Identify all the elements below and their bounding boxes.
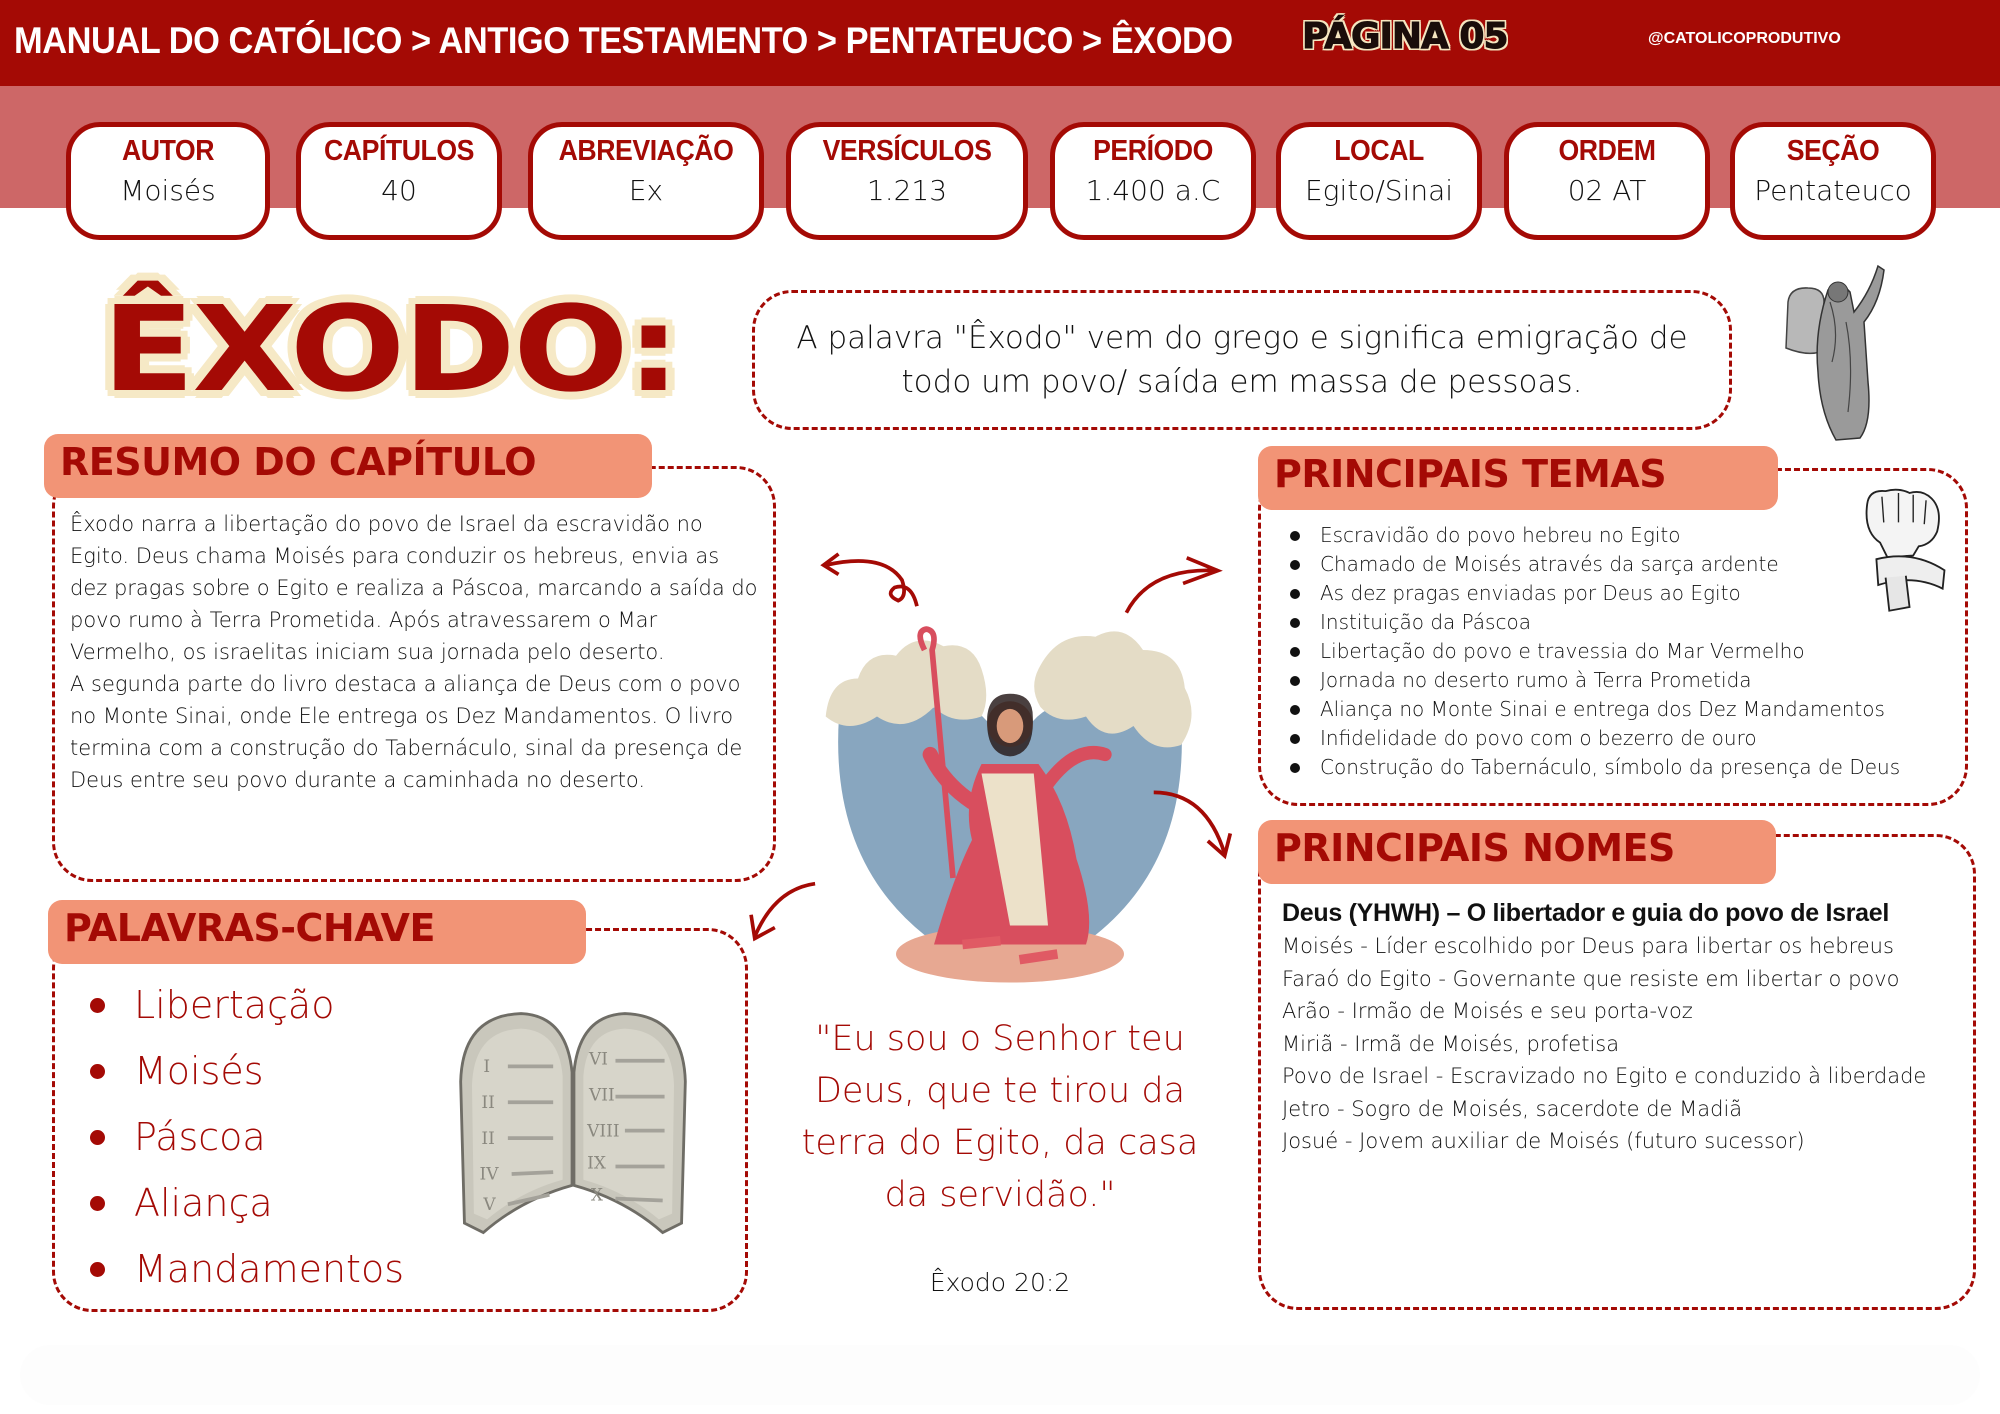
- tema-item: Construção do Tabernáculo, símbolo da presença de Deus: [1290, 753, 1900, 782]
- tema-item: Libertação do povo e travessia do Mar Vermelho: [1290, 637, 1900, 666]
- temas-section-label: PRINCIPAIS TEMAS: [1258, 446, 1778, 510]
- info-card-value: 1.400 a.C: [1085, 174, 1221, 207]
- info-card-label: SEÇÃO: [1786, 135, 1880, 167]
- nome-item: Povo de Israel - Escravizado no Egito e conduzido à liberdade: [1282, 1064, 1927, 1088]
- arrow-to-resumo-icon: [818, 548, 930, 614]
- info-card-autor: [66, 122, 270, 240]
- info-card-label: AUTOR: [121, 135, 215, 167]
- info-card-capitulos: [296, 122, 502, 240]
- info-card-versiculos: [786, 122, 1028, 240]
- tema-item: Aliança no Monte Sinai e entrega dos Dez Mandamentos: [1290, 695, 1900, 724]
- keyword-item: Libertação: [90, 972, 404, 1038]
- info-card-abreviacao: [528, 122, 764, 240]
- tema-item: Jornada no deserto rumo à Terra Prometida: [1290, 666, 1900, 695]
- info-card-label: PERÍODO: [1093, 135, 1213, 167]
- keyword-item: Páscoa: [90, 1104, 404, 1170]
- svg-text:VII: VII: [589, 1085, 615, 1106]
- arrow-to-palavras-icon: [746, 880, 822, 944]
- nome-item: Moisés - Líder escolhido por Deus para libertar os hebreus: [1282, 934, 1894, 958]
- keyword-item: Mandamentos: [90, 1236, 404, 1302]
- tema-item: Instituição da Páscoa: [1290, 608, 1900, 637]
- tema-item: As dez pragas enviadas por Deus ao Egito: [1290, 579, 1900, 608]
- tema-item: Chamado de Moisés através da sarça ardente: [1290, 550, 1900, 579]
- info-card-ordem: [1504, 122, 1710, 240]
- nome-item: Faraó do Egito - Governante que resiste em libertar o povo: [1282, 966, 1900, 991]
- info-card-value: Pentateuco: [1754, 174, 1912, 207]
- moses-tablets-engraving-icon: [1780, 262, 1890, 442]
- nome-item: Josué - Jovem auxiliar de Moisés (futuro sucessor): [1282, 1129, 1805, 1153]
- palavras-chave-section-label: PALAVRAS-CHAVE: [48, 900, 586, 964]
- info-card-label: VERSÍCULOS: [822, 135, 992, 167]
- info-card-value: Moisés: [120, 174, 216, 207]
- palavras-chave-list: [90, 972, 404, 1302]
- info-card-local: [1276, 122, 1482, 240]
- temas-list: [1290, 521, 1900, 782]
- svg-text:IV: IV: [479, 1164, 499, 1185]
- svg-text:VI: VI: [589, 1049, 609, 1070]
- info-card-label: LOCAL: [1334, 135, 1424, 167]
- info-card-label: ABREVIAÇÃO: [558, 135, 734, 167]
- arrow-to-nomes-icon: [1150, 788, 1234, 864]
- info-card-value: 1.213: [866, 174, 948, 207]
- resumo-text: [70, 508, 760, 796]
- definition-box: [752, 290, 1732, 430]
- footer-shadow: [20, 1345, 1980, 1405]
- book-title: ÊXODO:: [102, 280, 679, 418]
- ten-commandments-tablets-icon: [448, 1006, 698, 1242]
- info-card-value: Egito/Sinai: [1304, 174, 1454, 207]
- info-card-value: 02 AT: [1567, 174, 1647, 207]
- page-number-badge: PÁGINA 05: [1302, 16, 1508, 57]
- svg-text:II: II: [481, 1128, 495, 1149]
- arrow-to-temas-icon: [1120, 556, 1226, 620]
- nome-item: Jetro - Sogro de Moisés, sacerdote de Madiã: [1282, 1096, 1743, 1121]
- tema-item: Infidelidade do povo com o bezerro de ouro: [1290, 724, 1900, 753]
- info-card-value: Ex: [628, 174, 664, 207]
- info-card-label: CAPÍTULOS: [323, 135, 475, 167]
- resumo-section-label: RESUMO DO CAPÍTULO: [44, 434, 652, 498]
- svg-text:VIII: VIII: [587, 1121, 620, 1142]
- nomes-list: [1282, 896, 1962, 1158]
- svg-text:X: X: [590, 1185, 604, 1206]
- resumo-paragraph: A segunda parte do livro destaca a aliança de Deus com o povo no Monte Sinai, onde Ele entrega os Dez Mandamentos. O livro termina com a construção do Tabernáculo, sinal da presença de Deus entre seu povo durante a caminhada no deserto.: [70, 672, 743, 792]
- info-card-value: 40: [381, 174, 417, 207]
- breadcrumb: MANUAL DO CATÓLICO > ANTIGO TESTAMENTO > PENTATEUCO > ÊXODO: [14, 20, 1233, 61]
- nome-item: Miriã - Irmã de Moisés, profetisa: [1282, 1031, 1620, 1056]
- keyword-item: Aliança: [90, 1170, 404, 1236]
- info-card-periodo: [1050, 122, 1256, 240]
- tema-item: Escravidão do povo hebreu no Egito: [1290, 521, 1900, 550]
- info-card-secao: [1730, 122, 1936, 240]
- svg-text:V: V: [483, 1194, 496, 1215]
- svg-text:II: II: [481, 1092, 495, 1113]
- social-handle: @CATOLICOPRODUTIVO: [1648, 30, 1841, 47]
- bible-quote: "Eu sou o Senhor teu Deus, que te tirou da terra do Egito, da casa da servidão.": [801, 1019, 1199, 1215]
- top-bar: [0, 0, 2000, 86]
- bible-quote-reference: Êxodo 20:2: [929, 1268, 1071, 1297]
- nomes-section-label: PRINCIPAIS NOMES: [1258, 820, 1776, 884]
- svg-text:IX: IX: [587, 1153, 606, 1174]
- nomes-headline: Deus (YHWH) – O libertador e guia do povo de Israel: [1282, 899, 1890, 927]
- resumo-paragraph: Êxodo narra a libertação do povo de Israel da escravidão no Egito. Deus chama Moisés para conduzir os hebreus, envia as dez pragas sobre o Egito e realiza a Páscoa, marcando a saída do povo rumo à Terra Prometida. Após atravessarem o Mar Vermelho, os israelitas iniciam sua jornada pelo deserto.: [70, 512, 758, 664]
- nome-item: Arão - Irmão de Moisés e seu porta-voz: [1282, 999, 1693, 1023]
- definition-text: A palavra "Êxodo" vem do grego e significa emigração de todo um povo/ saída em massa de pessoas.: [796, 320, 1688, 400]
- info-card-label: ORDEM: [1558, 135, 1656, 167]
- svg-text:I: I: [483, 1057, 491, 1078]
- keyword-item: Moisés: [90, 1038, 404, 1104]
